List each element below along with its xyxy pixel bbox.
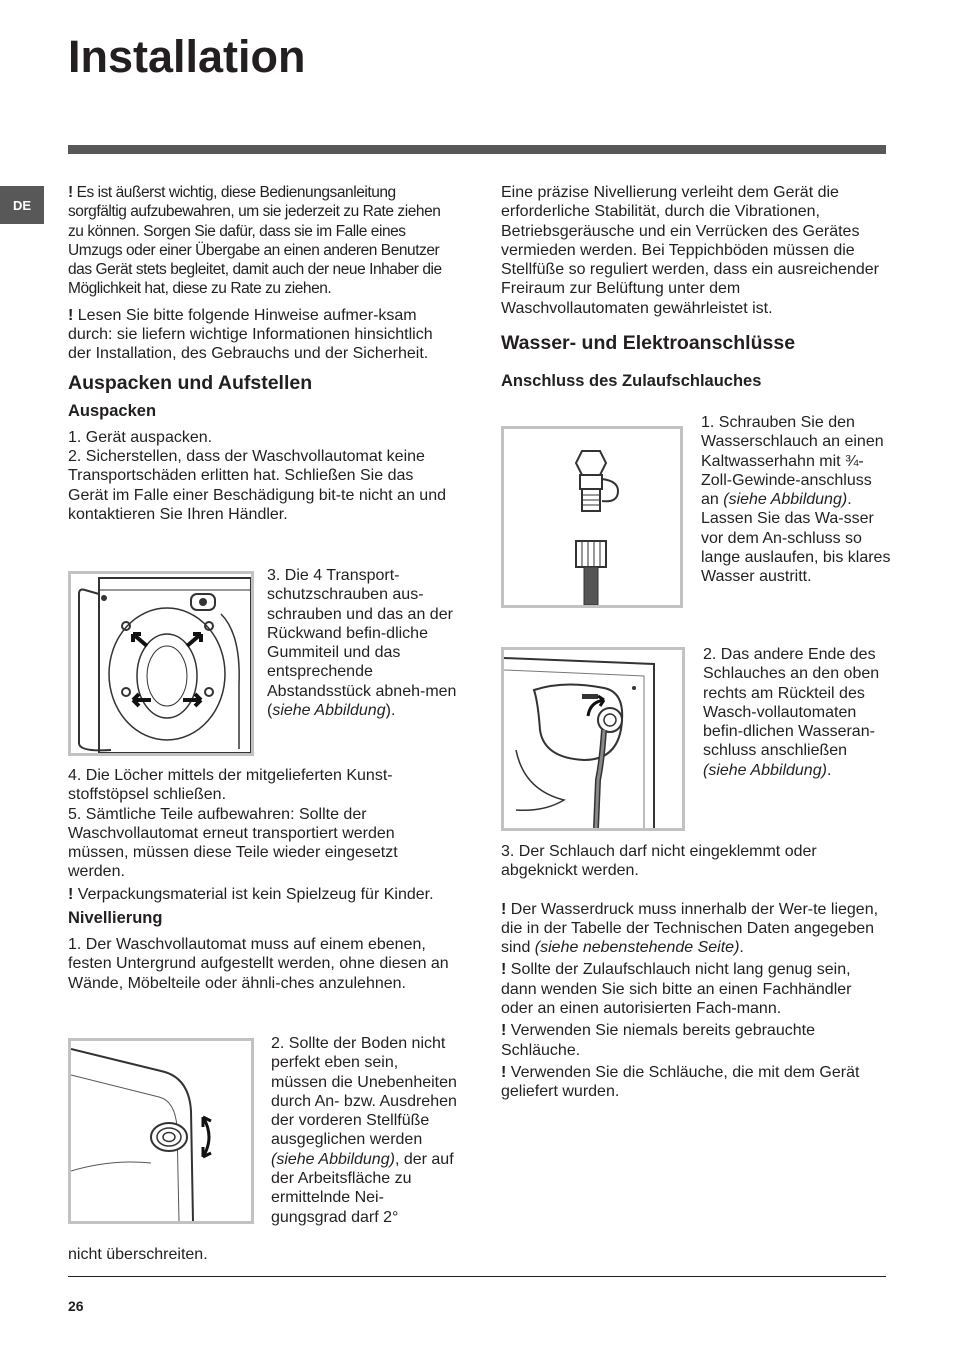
pressure-note: ! Der Wasserdruck muss innerhalb der Wer-te liegen, die in der Tabelle der Technischen Daten angegeben sind (siehe nebenstehende Seite). [501,900,879,957]
warning-icon: ! [501,1063,507,1081]
warning-icon: ! [501,1022,507,1040]
step-3: 3. Die 4 Transport-schutzschrauben aus-schrauben und das an der Rückwand befin-dliche Gummiteil und das entsprechende Abstandsstück abneh-men (siehe Abbildung). [267,567,457,720]
heading-auspacken: Auspacken [68,401,157,420]
packaging-note: ! Verpackungsmaterial ist kein Spielzeug für Kinder. [68,885,434,903]
intro-note-2: ! Lesen Sie bitte folgende Hinweise aufmer-ksam durch: sie liefern wichtige Informationen hinsichtlich der Installation, des Gebrauchs und der Sicherheit. [68,306,433,363]
left-column-middle [68,766,454,993]
figure-transport-screws [68,571,254,756]
inlet-illustration [504,650,682,828]
heading-zulaufschlauch: Anschluss des Zulaufschlauches [501,372,762,391]
level-step-2: 2. Sollte der Boden nicht perfekt eben sein, müssen die Unebenheiten durch An- bzw. Ausdrehen der vorderen Stellfüße ausgeglichen werden (siehe Abbildung), der auf der Arbeitsfläche zu ermittelnde Nei-gungsgrad darf 2° [271,1035,457,1226]
connection-step-3: 3. Der Schlauch darf nicht eingeklemmt oder abgeknickt werden. [501,843,817,880]
page-number: 26 [68,1298,84,1314]
washer-back-illustration [71,574,251,753]
connection-step-1: 1. Schrauben Sie den Wasserschlauch an einen Kaltwasserhahn mit ¾-Zoll-Gewinde-anschluss an (siehe Abbildung). Lassen Sie das Wa-sser vor dem An-schluss so lange auslaufen, bis klares Wasser austritt. [701,414,891,586]
right-column-bottom [501,842,887,1102]
step-2: 2. Sicherstellen, dass der Waschvollautomat keine Transportschäden erlitten hat. Schließen Sie das Gerät im Falle einer Beschädigung bit-te nicht an und kontaktieren Sie Ihren Händler. [68,447,446,523]
tap-illustration [504,429,680,605]
heading-nivellierung: Nivellierung [68,909,163,928]
step-1: 1. Gerät auspacken. [68,428,213,446]
used-hoses-note: ! Verwenden Sie niemals bereits gebrauchte Schläuche. [501,1022,815,1059]
header-rule [68,145,886,154]
feet-illustration [71,1041,251,1221]
connection-step-2: 2. Das andere Ende des Schlauches an den oben rechts am Rückteil des Wasch-vollautomaten befin-dlichen Wasseran-schluss anschließen (siehe Abbildung). [703,646,880,779]
page-title: Installation [68,31,306,82]
length-note: ! Sollte der Zulaufschlauch nicht lang genug sein, dann wenden Sie sich bitte an einen Fachhändler oder an einen autorisierten Fach-mann. [501,961,852,1018]
warning-icon: ! [68,184,73,201]
warning-icon: ! [68,306,74,324]
left-column [68,183,454,524]
heading-wasser-elektro: Wasser- und Elektroanschlüsse [501,332,796,355]
step-4: 4. Die Löcher mittels der mitgelieferten Kunst-stoffstöpsel schließen. [68,767,393,804]
supplied-hoses-note: ! Verwenden Sie die Schläuche, die mit dem Gerät geliefert wurden. [501,1063,860,1101]
warning-icon: ! [501,961,507,979]
footer-rule [68,1276,886,1277]
heading-auspacken-aufstellen: Auspacken und Aufstellen [68,371,313,394]
figure-adjustable-feet [68,1038,254,1224]
level-step-1: 1. Der Waschvollautomat muss auf einem ebenen, festen Untergrund aufgestellt werden, ohne diesen an Wände, Möbelteile oder ähnli-ches anzulehnen. [68,936,449,992]
leveling-paragraph: Eine präzise Nivellierung verleiht dem Gerät die erforderliche Stabilität, durch die Vibrationen, Betriebsgeräusche und ein Verrücken des Gerätes vermieden werden. Bei Teppichböden müssen die Stellfüße so reguliert werden, dass ein ausreichender Freiraum zur Belüftung unter dem Waschvollautomaten gewährleistet ist. [501,184,879,317]
language-tab: DE [0,186,44,224]
warning-icon: ! [68,885,74,903]
step-5: 5. Sämtliche Teile aufbewahren: Sollte der Waschvollautomat erneut transportiert werden müssen, müssen diese Teile wieder eingesetzt werden. [68,805,398,881]
figure-tap-connection [501,426,683,608]
figure-inlet-connection [501,647,685,831]
warning-icon: ! [501,900,507,918]
right-column [501,183,887,391]
intro-note-1: ! Es ist äußerst wichtig, diese Bedienungsanleitung sorgfältig aufzubewahren, um sie jederzeit zu Rate ziehen zu können. Sorgen Sie dafür, dass sie im Falle eines Umzugs oder einer Übergabe an einen anderen Benutzer das Gerät stets begleitet, damit auch der neue Inhaber die Möglichkeit hat, diese zu Rate zu ziehen. [68,184,442,298]
level-step-2-end: nicht überschreiten. [68,1246,208,1263]
